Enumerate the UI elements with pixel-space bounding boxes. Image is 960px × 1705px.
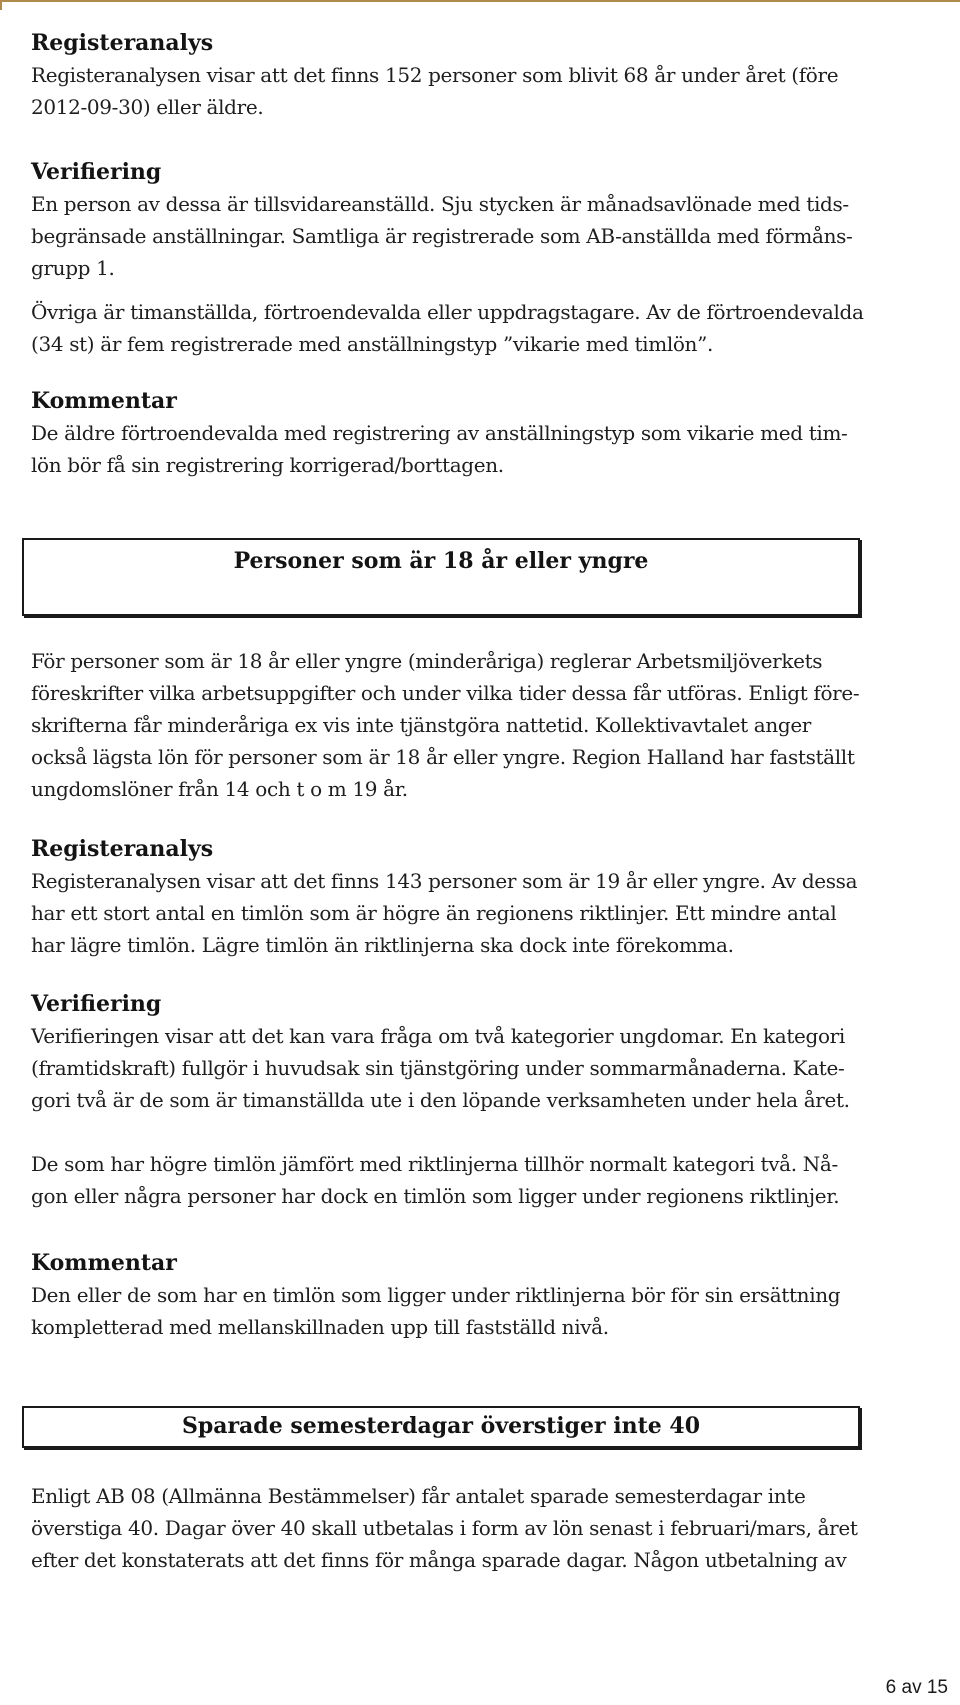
minderariga-intro-paragraph: [31, 645, 956, 805]
paragraph-line: har ett stort antal en timlön som är högre än regionens riktlinjer. Ett mindre antal: [31, 901, 837, 925]
ovriga-paragraph: [31, 296, 956, 360]
section-heading: Verifiering: [31, 159, 162, 185]
paragraph-line: begränsade anställningar. Samtliga är registrerade som AB-anställda med förmåns-: [31, 224, 853, 248]
paragraph-line: överstiga 40. Dagar över 40 skall utbetalas i form av lön senast i februari/mars, året: [31, 1516, 858, 1540]
paragraph-line: ungdomslöner från 14 och t o m 19 år.: [31, 777, 408, 801]
page-corner-mark: [0, 0, 960, 10]
paragraph-line: gon eller några personer har dock en timlön som ligger under regionens riktlinjer.: [31, 1184, 840, 1208]
paragraph-line: De som har högre timlön jämfört med riktlinjerna tillhör normalt kategori två. Nå-: [31, 1152, 838, 1176]
paragraph-line: gori två är de som är timanställda ute i den löpande verksamheten under hela året.: [31, 1088, 850, 1112]
section-title: Personer som är 18 år eller yngre: [233, 548, 649, 574]
section-title-box: [22, 538, 860, 616]
verifiering-block: [31, 156, 956, 284]
paragraph-line: lön bör få sin registrering korrigerad/borttagen.: [31, 453, 504, 477]
semesterdagar-paragraph: [31, 1480, 956, 1576]
paragraph-line: har lägre timlön. Lägre timlön än riktlinjerna ska dock inte förekomma.: [31, 933, 734, 957]
paragraph-line: efter det konstaterats att det finns för många sparade dagar. Någon utbetalning av: [31, 1548, 847, 1572]
paragraph-line: (framtidskraft) fullgör i huvudsak sin tjänstgöring under sommarmånaderna. Kate-: [31, 1056, 845, 1080]
kommentar-block: [31, 1247, 956, 1343]
verifiering-block: [31, 988, 956, 1116]
paragraph-line: skrifterna får minderåriga ex vis inte tjänstgöra nattetid. Kollektivavtalet anger: [31, 713, 812, 737]
paragraph-line: grupp 1.: [31, 256, 115, 280]
paragraph-line: De äldre förtroendevalda med registrering av anställningstyp som vikarie med tim-: [31, 421, 848, 445]
paragraph-line: (34 st) är fem registrerade med anställningstyp ”vikarie med timlön”.: [31, 332, 713, 356]
paragraph-line: Registeranalysen visar att det finns 152 personer som blivit 68 år under året (före: [31, 63, 839, 87]
section-heading: Kommentar: [31, 388, 177, 414]
paragraph-line: 2012-09-30) eller äldre.: [31, 95, 264, 119]
section-heading: Verifiering: [31, 991, 162, 1017]
paragraph-line: En person av dessa är tillsvidareanställd. Sju stycken är månadsavlönade med tids-: [31, 192, 849, 216]
kommentar-block: [31, 385, 956, 481]
registeranalys-block: [31, 833, 956, 961]
section-title: Sparade semesterdagar överstiger inte 40: [181, 1413, 701, 1439]
page-number: 6 av 15: [885, 1677, 948, 1698]
paragraph-line: också lägsta lön för personer som är 18 år eller yngre. Region Halland har fastställt: [31, 745, 855, 769]
paragraph-line: Övriga är timanställda, förtroendevalda eller uppdragstagare. Av de förtroendevalda: [31, 300, 864, 324]
paragraph-line: För personer som är 18 år eller yngre (minderåriga) reglerar Arbetsmiljöverkets: [31, 649, 823, 673]
registeranalys-block: [31, 27, 956, 123]
section-title-box: [22, 1406, 860, 1448]
paragraph-line: Registeranalysen visar att det finns 143 personer som är 19 år eller yngre. Av dessa: [31, 869, 858, 893]
hogre-timlon-paragraph: [31, 1148, 956, 1212]
paragraph-line: Enligt AB 08 (Allmänna Bestämmelser) får antalet sparade semesterdagar inte: [31, 1484, 806, 1508]
section-heading: Registeranalys: [31, 30, 214, 56]
paragraph-line: kompletterad med mellanskillnaden upp till fastställd nivå.: [31, 1315, 609, 1339]
section-heading: Registeranalys: [31, 836, 214, 862]
paragraph-line: föreskrifter vilka arbetsuppgifter och under vilka tider dessa får utföras. Enligt före-: [31, 681, 860, 705]
paragraph-line: Verifieringen visar att det kan vara fråga om två kategorier ungdomar. En kategori: [31, 1024, 845, 1048]
section-heading: Kommentar: [31, 1250, 177, 1276]
paragraph-line: Den eller de som har en timlön som ligger under riktlinjerna bör för sin ersättning: [31, 1283, 841, 1307]
